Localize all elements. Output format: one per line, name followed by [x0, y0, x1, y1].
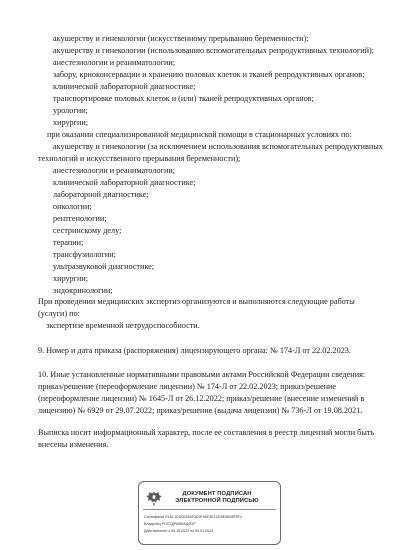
stamp-divider — [143, 509, 276, 510]
list-item: клинической лабораторной диагностике; — [53, 82, 196, 91]
list-item: анестезиологии и реаниматологии; — [53, 166, 175, 175]
list-item: ультразвуковой диагностике; — [53, 262, 155, 271]
list-item: анестезиологии и реаниматологии; — [53, 58, 175, 67]
disclaimer-paragraph: Выписка носит информационный характер, после ее составления в реестр лицензий могли быть — [38, 428, 375, 437]
certificate-number: Сертификат 0146 1ED0025AF3D9F9AF3E1CE5E5B28F8F4 — [144, 515, 242, 519]
stamp-title-line: ДОКУМЕНТ ПОДПИСАН — [182, 491, 252, 497]
certificate-validity: Действителен с 05.10.2022 по 05.01.2024 — [144, 529, 214, 533]
list-item: хирургии; — [53, 274, 89, 283]
list-item: урологии; — [53, 106, 88, 115]
list-item: транспортировке половых клеток и (или) тканей репродуктивных органов; — [53, 94, 314, 103]
other-info-paragraph: лицензию) № 6929 от 29.07.2022; приказ/решение (выдача лицензии) № 736-Л от 19.08.2021. — [38, 406, 363, 415]
list-item: эндокринологии; — [53, 286, 113, 295]
list-item: терапии; — [53, 238, 84, 247]
section-heading-continuation: (услуги) по: — [38, 309, 80, 318]
license-order-paragraph: 9. Номер и дата приказа (распоряжения) лицензирующего органа: № 174-Л от 22.02.2023. — [38, 346, 351, 355]
list-item: акушерству и гинекологии (искусственному прерыванию беременности); — [53, 34, 309, 43]
list-item-continuation: технологий и искусственного прерывания беременности); — [38, 154, 241, 163]
list-item: онкологии; — [53, 202, 92, 211]
electronic-signature-stamp — [138, 481, 281, 545]
certificate-owner: Владелец РОСЗДРАВНАДЗОР — [144, 522, 196, 526]
list-item: экспертизе временной нетрудоспособности. — [46, 321, 200, 330]
list-item: лабораторной диагностике; — [53, 190, 149, 199]
list-item: рентгенологии; — [53, 214, 107, 223]
list-item: забору, криоконсервации и хранению половых клеток и тканей репродуктивных органов; — [53, 70, 365, 79]
other-info-paragraph: приказ/решение (переоформление лицензии) № 174-Л от 22.02.2023; приказ/решение — [38, 382, 337, 391]
list-item: акушерству и гинекологии (использованию вспомогательных репродуктивных технологий); — [53, 46, 374, 55]
list-item: клинической лабораторной диагностике; — [53, 178, 196, 187]
other-info-paragraph: (переоформление лицензии) № 1645-Л от 26.12.2022; приказ/решение (внесение изменений в — [38, 394, 365, 403]
list-item: сестринскому делу; — [53, 226, 122, 235]
list-item: хирургии; — [53, 118, 89, 127]
list-item: трансфузиологии; — [53, 250, 116, 259]
list-item: акушерству и гинекологии (за исключением использования вспомогательных репродуктивных — [53, 142, 383, 151]
section-heading: При проведении медицинских экспертиз организуются и выполняются следующие работы — [38, 297, 355, 306]
stamp-title-line: ЭЛЕКТРОННОЙ ПОДПИСЬЮ — [175, 498, 259, 504]
coat-of-arms-icon — [145, 489, 163, 507]
stamp-title — [169, 491, 265, 505]
other-info-paragraph: 10. Иные установленные нормативными правовыми актами Российской Федерации сведения: — [38, 370, 366, 379]
section-heading: при оказании специализированной медицинской помощи в стационарных условиях по: — [47, 130, 352, 139]
disclaimer-paragraph: внесены изменения. — [38, 440, 109, 449]
